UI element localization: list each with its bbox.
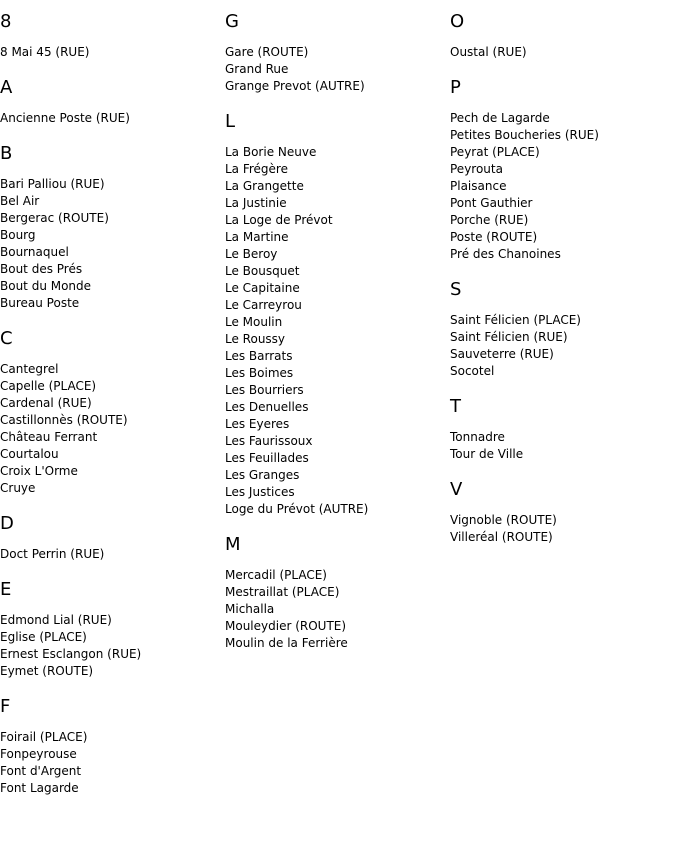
street-item: Cantegrel: [0, 362, 59, 376]
street-item: Le Moulin: [225, 315, 283, 329]
street-item: Bourg: [0, 228, 36, 242]
letter-heading: G: [225, 11, 239, 32]
letter-group: [450, 397, 675, 463]
letter-group: [0, 78, 225, 127]
letter-group: [450, 12, 675, 61]
street-item: Michalla: [225, 602, 275, 616]
letter-heading: D: [0, 513, 14, 534]
index-column: [450, 0, 675, 546]
street-item: Les Granges: [225, 468, 300, 482]
street-item: Grange Prevot (AUTRE): [225, 79, 365, 93]
street-item: Peyrat (PLACE): [450, 145, 540, 159]
street-item: Les Bourriers: [225, 383, 304, 397]
letter-heading: C: [0, 328, 13, 349]
street-item: Eglise (PLACE): [0, 630, 87, 644]
street-list: [450, 44, 675, 61]
street-item: La Loge de Prévot: [225, 213, 333, 227]
street-item: Edmond Lial (RUE): [0, 613, 112, 627]
street-list: [0, 361, 225, 497]
street-item: Mercadil (PLACE): [225, 568, 327, 582]
street-item: Poste (ROUTE): [450, 230, 538, 244]
street-list: [0, 546, 225, 563]
street-item: Les Barrats: [225, 349, 293, 363]
street-item: Château Ferrant: [0, 430, 98, 444]
street-list: [225, 144, 450, 518]
street-item: Loge du Prévot (AUTRE): [225, 502, 369, 516]
street-list: [0, 729, 225, 797]
street-item: Bergerac (ROUTE): [0, 211, 109, 225]
letter-group: [225, 12, 450, 95]
street-item: Mouleydier (ROUTE): [225, 619, 347, 633]
letter-heading: A: [0, 77, 13, 98]
street-item: Saint Félicien (PLACE): [450, 313, 581, 327]
street-item: Porche (RUE): [450, 213, 529, 227]
street-item: Pont Gauthier: [450, 196, 533, 210]
street-item: Croix L'Orme: [0, 464, 78, 478]
street-item: Moulin de la Ferrière: [225, 636, 348, 650]
street-list: [450, 512, 675, 546]
street-item: Peyrouta: [450, 162, 503, 176]
street-item: Vignoble (ROUTE): [450, 513, 557, 527]
street-item: Les Feuillades: [225, 451, 309, 465]
street-list: [0, 176, 225, 312]
street-item: Le Beroy: [225, 247, 278, 261]
street-item: Socotel: [450, 364, 495, 378]
letter-group: [0, 580, 225, 680]
street-item: Les Boimes: [225, 366, 294, 380]
street-list: [225, 44, 450, 95]
letter-heading: O: [450, 11, 465, 32]
letter-heading: B: [0, 143, 13, 164]
street-item: Bout des Prés: [0, 262, 83, 276]
letter-heading: L: [225, 111, 236, 132]
letter-group: [0, 12, 225, 61]
street-item: Capelle (PLACE): [0, 379, 97, 393]
street-item: Bel Air: [0, 194, 40, 208]
street-item: 8 Mai 45 (RUE): [0, 45, 90, 59]
street-list: [0, 612, 225, 680]
street-item: La Borie Neuve: [225, 145, 317, 159]
street-item: Saint Félicien (RUE): [450, 330, 568, 344]
street-item: Cruye: [0, 481, 36, 495]
letter-heading: P: [450, 77, 461, 98]
street-list: [450, 312, 675, 380]
street-item: Bout du Monde: [0, 279, 92, 293]
letter-group: [450, 78, 675, 263]
street-item: Bournaquel: [0, 245, 69, 259]
letter-heading: V: [450, 479, 463, 500]
street-item: Petites Boucheries (RUE): [450, 128, 599, 142]
street-list: [0, 110, 225, 127]
street-item: Sauveterre (RUE): [450, 347, 554, 361]
street-item: Foirail (PLACE): [0, 730, 88, 744]
street-item: Pech de Lagarde: [450, 111, 550, 125]
street-item: Font Lagarde: [0, 781, 79, 795]
letter-group: [450, 280, 675, 380]
street-item: Les Denuelles: [225, 400, 309, 414]
street-item: Le Bousquet: [225, 264, 300, 278]
street-item: Gare (ROUTE): [225, 45, 309, 59]
street-item: Tonnadre: [450, 430, 505, 444]
street-item: Pré des Chanoines: [450, 247, 561, 261]
street-item: Castillonnès (ROUTE): [0, 413, 128, 427]
street-item: Le Carreyrou: [225, 298, 302, 312]
letter-group: [0, 329, 225, 497]
street-item: Cardenal (RUE): [0, 396, 92, 410]
street-item: Les Faurissoux: [225, 434, 313, 448]
street-item: La Justinie: [225, 196, 287, 210]
street-item: Font d'Argent: [0, 764, 82, 778]
letter-heading: T: [450, 396, 461, 417]
letter-group: [450, 480, 675, 546]
street-item: La Grangette: [225, 179, 304, 193]
letter-group: [0, 697, 225, 797]
street-item: Mestraillat (PLACE): [225, 585, 340, 599]
street-item: Ancienne Poste (RUE): [0, 111, 130, 125]
street-item: Courtalou: [0, 447, 59, 461]
index-column: [225, 0, 450, 652]
street-item: Bari Palliou (RUE): [0, 177, 105, 191]
letter-group: [0, 514, 225, 563]
street-item: La Martine: [225, 230, 289, 244]
street-item: Eymet (ROUTE): [0, 664, 94, 678]
street-list: [0, 44, 225, 61]
letter-group: [225, 112, 450, 518]
letter-heading: F: [0, 696, 11, 717]
street-item: Le Roussy: [225, 332, 286, 346]
letter-heading: S: [450, 279, 462, 300]
street-item: Fonpeyrouse: [0, 747, 77, 761]
letter-group: [225, 535, 450, 652]
street-item: La Frégère: [225, 162, 288, 176]
street-item: Plaisance: [450, 179, 507, 193]
street-item: Oustal (RUE): [450, 45, 527, 59]
street-list: [225, 567, 450, 652]
index-column: [0, 0, 225, 797]
letter-heading: 8: [0, 11, 12, 32]
letter-heading: E: [0, 579, 12, 600]
street-list: [450, 110, 675, 263]
street-item: Villeréal (ROUTE): [450, 530, 553, 544]
street-item: Les Justices: [225, 485, 295, 499]
street-item: Ernest Esclangon (RUE): [0, 647, 142, 661]
street-item: Tour de Ville: [450, 447, 524, 461]
letter-heading: M: [225, 534, 241, 555]
letter-group: [0, 144, 225, 312]
street-item: Grand Rue: [225, 62, 289, 76]
street-item: Les Eyeres: [225, 417, 290, 431]
street-item: Doct Perrin (RUE): [0, 547, 105, 561]
street-item: Le Capitaine: [225, 281, 300, 295]
street-list: [450, 429, 675, 463]
street-item: Bureau Poste: [0, 296, 80, 310]
